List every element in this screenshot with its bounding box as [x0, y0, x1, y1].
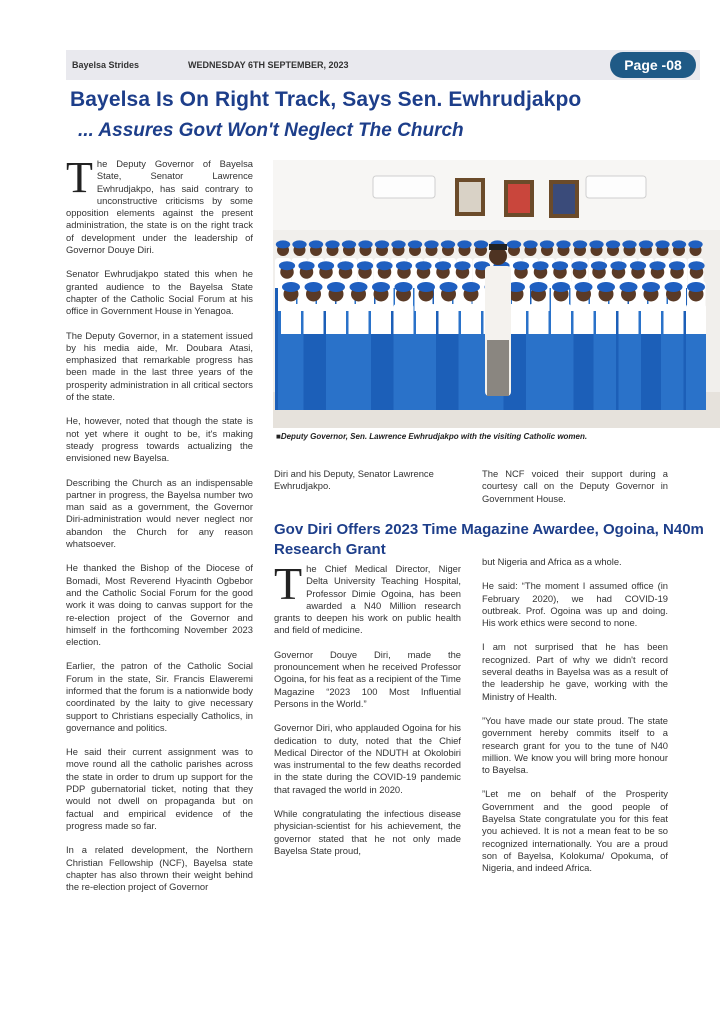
issue-date: WEDNESDAY 6TH SEPTEMBER, 2023	[188, 60, 349, 70]
dropcap: T	[66, 153, 93, 202]
article2-paragraph-8: ”You have made our state proud. The state government hereby commits itself to a research grant for you to the tune of N40 million. We know you will bring more honour to Bayelsa.	[482, 714, 668, 776]
article2-paragraph-5: but Nigeria and Africa as a whole.	[482, 556, 622, 567]
article1-paragraph-3: The Deputy Governor, in a statement issued by his media aide, Mr. Doubara Atasi, emphasized that remarkable progress has been made in the last three years of the prosperity administration in all critical sectors of the state.	[66, 329, 253, 403]
article2-paragraph-4: While congratulating the infectious disease physician-scientist for his achievement, the governor stated that he not only made Bayelsa State proud,	[274, 808, 461, 856]
article1-paragraph-9: In a related development, the Northern Christian Fellowship (NCF), Bayelsa state chapter has also thrown their weight behind the re-election project of Governor	[66, 844, 253, 893]
article2-headline: Gov Diri Offers 2023 Time Magazine Awardee, Ogoina, N40m Research Grant	[274, 521, 704, 558]
photo-caption: ■Deputy Governor, Sen. Lawrence Ewhrudjakpo with the visiting Catholic women.	[276, 432, 588, 441]
dropcap: T	[274, 558, 303, 609]
article1-paragraph-6: He thanked the Bishop of the Diocese of Bomadi, Most Reverend Hyacinth Ogbebor and the Catholic Social Forum for the good work it was doing to canvas support for the re-election project of the Governor and himself in the forthcoming November 2023 election.	[66, 562, 253, 648]
article2-column-2	[274, 558, 461, 869]
publication-name: Bayelsa Strides	[72, 60, 140, 70]
article1-paragraph-5: Describing the Church as an indispensable partner in progress, the Bayelsa number two man said as a government, the Governor Diri-administration would never neglect nor abandon the Church for any reason whatsoever.	[66, 476, 253, 550]
article1-paragraph-8: He said their current assignment was to move round all the catholic parishes across the state in order to drum up support for the PDP gubernatorial ticket, noting that they would not dwell on propaganda but on factual and empirical evidence of the progress made so far.	[66, 746, 253, 831]
people-group	[275, 240, 706, 410]
article2-paragraph-2: Governor Douye Diri, made the pronouncement when he received Professor Ogoina, for his feat as a recipient of the Time Magazine “2023 100 Most Influential Persons in the World.”	[274, 648, 461, 709]
article2-paragraph-3: Governor Diri, who applauded Ogoina for his dedication to duty, noted that the Chief Medical Director of the NDUTH at Okolobiri was instrumental to the few deaths recorded in the state during the COVID-19 pandemic that ravaged the world in 2020.	[274, 722, 461, 795]
article1-column-1	[66, 153, 253, 905]
page-number-badge: Page -08	[610, 52, 696, 78]
article2-paragraph-7: I am not surprised that he has been recognized. Part of why we didn't record several deaths in Bayelsa was as a result of the leadership he gave, working with the Ministry of Health.	[482, 641, 668, 702]
article1-subhead: ... Assures Govt Won't Neglect The Church	[78, 120, 464, 141]
article2-paragraph-9: ”Let me on behalf of the Prosperity Government and the good people of Bayelsa State congratulate you for this feat you achieved. It is not a mean feat to be so recognized internationally. You are a proud son of Bayelsa, Kolokuma/ Opokuma, of Nigeria, and indeed Africa.	[482, 788, 668, 874]
header-bar	[66, 50, 700, 80]
article1-paragraph-2: Senator Ewhrudjakpo stated this when he granted audience to the Bayelsa State chapter of the Catholic Social Forum at his office in Government House in Yenagoa.	[66, 268, 253, 317]
article1-paragraph-7: Earlier, the patron of the Catholic Social Forum in the state, Sir. Francis Elaweremi informed that the forum is a nationwide body coordinated by the laity to give necessary support to Christians especially Catholics, in governance and politics.	[66, 660, 253, 733]
article2-paragraph-6: He said: “The moment I assumed office (in February 2020), we had COVID-19 outbreak. Prof. Ogoina was up and doing. His work ethics were second to none.	[482, 580, 668, 629]
article1-continuation-col2: Diri and his Deputy, Senator Lawrence Ewhrudjakpo.	[274, 468, 434, 492]
article1-paragraph-1: The Deputy Governor of Bayelsa State, Senator Lawrence Ewhrudjakpo, has said contrary to unconstructive criticisms by some opposition elements against the present administration, the state is on the right track of development under the leadership of Governor Douye Diri.	[66, 153, 253, 256]
article1-continuation-col3: The NCF voiced their support during a courtesy call on the Deputy Governor in Government House.	[482, 468, 668, 504]
article2-column-3	[482, 556, 668, 887]
group-photo	[273, 160, 720, 428]
article1-paragraph-4: He, however, noted that though the state is not yet where it ought to be, it's making steady progress towards actualizing the envisioned new Bayelsa.	[66, 415, 253, 464]
article1-headline: Bayelsa Is On Right Track, Says Sen. Ewhrudjakpo	[70, 88, 582, 111]
article2-paragraph-1: The Chief Medical Director, Niger Delta University Teaching Hospital, Professor Dimie Ogoina, has been awarded a N40 Million research grants to deepen his work on public health and field of medicine.	[274, 558, 461, 636]
